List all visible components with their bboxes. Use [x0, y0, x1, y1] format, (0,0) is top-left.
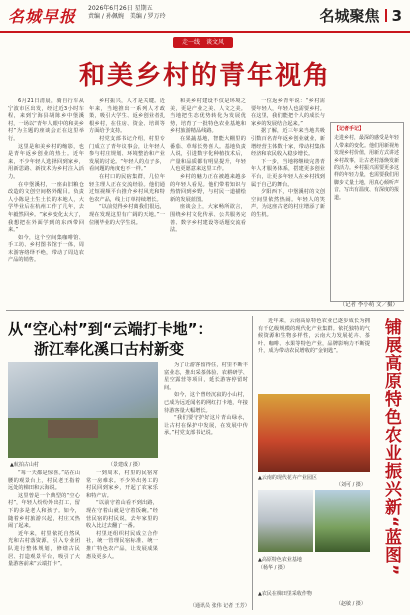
article2-column-2 — [86, 470, 158, 610]
article2-headline-line2: 浙江奉化溪口古村新变 — [34, 340, 185, 358]
horizontal-divider — [6, 310, 404, 311]
article1-column-1 — [8, 98, 84, 308]
terrace-photo — [315, 490, 370, 552]
reporter-note-box — [330, 122, 404, 302]
paragraph: 村里还组织村民成立合作社，统一管理民宿标准、统一推广特色农产品，让发展成果惠及更多人。 — [86, 530, 158, 560]
article3-vertical-headline: 铺展高原特色农业振兴新“蓝图” — [381, 318, 401, 577]
reporter-note-text: 走进乡村，最深的感受是年轻人带来的变化。他们用新视角发现乡村价值，用新方式讲述乡村故事，让古老村落焕发新的活力。乡村振兴需要更多这样的年轻力量，也需要我们用脚步丈量土地，用真心倾听声音，写出有温度、有深度的报道。 — [334, 135, 400, 201]
article2-headline-line1: 从“空心村”到“云端打卡地”： — [8, 320, 213, 338]
reporter-note-title: 【记者手记】 — [334, 126, 365, 132]
village-aerial-photo — [8, 362, 158, 458]
paragraph: 一到周末，村里的民宿常常一房难求。不少外出务工的村民回到家乡，开起了农家乐和特产店。 — [86, 470, 158, 499]
issue-editors: 责编 / 孙佩婉 美编 / 罗万玲 — [88, 13, 166, 20]
paragraph: 6月21日清晨，骑自行车从宁波市区出发，经过近3小时车程，来到宁海县胡陈乡中堡溪村，一场以“青年人眼中的和美乡村”为主题的座谈会正在这里举行。 — [8, 98, 84, 142]
paragraph: 这里是和美乡村的缩影，也是青年返乡创业的热土。近年来，不少年轻人选择回到家乡，用新思路、新技术为乡村注入活力。 — [8, 143, 84, 180]
paragraph: 乡村振兴，人才是关键。近年来，当地推出一系列人才政策，吸引大学生、返乡创业者扎根乡村，在住房、资金、培训等方面给予支持。 — [89, 98, 165, 135]
paragraph: “我们要守护好这片青山绿水，让古村在保护中发展，在发展中传承。”村党支部书记说。 — [164, 415, 248, 437]
paragraph: 夕阳西下，中堡溪村的文创空间里依然热闹。年轻人的笑声，为这座古老的村庄增添了新的生机。 — [251, 189, 325, 218]
farm-base-photo — [258, 490, 313, 552]
article3-photo2-caption: ▲高原特色农业基地 — [258, 557, 302, 563]
flower-park-photo — [258, 394, 370, 472]
paragraph: 在中堡溪村，一座由旧粮仓改造的文创空间格外醒目。负责人小陈是土生土长的本地人，大学毕业后在杭州工作了几年，去年毅然回乡。“家乡变化太大了，我想把在外面学到的东西带回来。” — [8, 181, 84, 234]
article2-photo-caption: ▲航拍古山村 — [10, 462, 39, 468]
paragraph: “以前守着山看不到出路，现在守着山就是守着饭碗。”经营民宿的村民说，去年家里的收入比过去翻了一番。 — [86, 500, 158, 530]
newspaper-logo: 名城早报 — [8, 7, 77, 26]
page-number: 3 — [391, 7, 402, 25]
main-headline: 和美乡村的青年视角 — [78, 61, 331, 91]
paragraph: 近年来，村里依托自然风光和古村落资源，引入专业团队进行整体规划，修缮古民居、打造观景平台，吸引了大量游客前来“云端打卡”。 — [8, 530, 80, 568]
paragraph: 在果蔬基地，智能大棚里的番茄、草莓长势喜人。基地负责人说，引进数字化种植技术后，产量和品质都有明显提升，年轻人也更愿意来这里工作。 — [170, 135, 246, 173]
page-header — [0, 0, 410, 33]
paragraph: 座谈会上，大家畅所欲言，围绕乡村文化传承、公共服务完善、数字乡村建设等话题交流看法。 — [170, 204, 246, 234]
paragraph: 乡村的魅力正在被越来越多的年轻人看见。他们带着知识与热情回到乡野，与村民一道描绘新的发展蓝图。 — [170, 173, 246, 203]
article3-photo3-caption: ▲农民在梯田里采收作物 — [258, 591, 312, 597]
article3-photo3-credit: （赵敏 / 摄） — [336, 601, 366, 607]
article2-column-1 — [8, 470, 80, 610]
article1-byline: （记者 李小萌 文／摄） — [339, 302, 398, 308]
paragraph: 为了让游客留得住，村里不断丰富业态，推出采茶体验、农耕研学、星空露营等项目，延长游客停留时间。 — [164, 362, 248, 391]
section-divider — [385, 9, 387, 22]
section-name: 名城聚焦 — [319, 7, 380, 25]
article1-column-2 — [89, 98, 165, 308]
article2-byline: （通讯员 张伟 记者 王芳） — [190, 603, 250, 609]
article2-photo-credit: （景建成 / 摄） — [108, 462, 143, 468]
paragraph: 下一步，当地将继续完善青年人才服务体系，搭建更多创业平台，让更多年轻人在乡村找到属于自己的舞台。 — [251, 158, 325, 188]
paragraph: “以前觉得乡村离我们很远，现在发现这里有广阔的天地。”一位刚毕业的大学生说。 — [89, 204, 165, 226]
topic-label: 走一线 谈文风 — [173, 37, 233, 48]
article1-column-3 — [170, 98, 246, 308]
paragraph: 如今，这个空间集咖啡馆、手工坊、乡村图书馆于一体，周末游客络绎不绝，带动了周边农产品的销售。 — [8, 234, 84, 264]
issue-date: 2026年6月26日 星期五 — [88, 5, 153, 12]
paragraph: 村党支部书记介绍，村里专门成立了青年议事会，让年轻人参与村庄规划、环境整治和产业发展的讨论。“年轻人的点子多，看问题的角度也不一样。” — [89, 135, 165, 173]
article3-intro — [258, 318, 370, 388]
paragraph: “每一天都是惊喜。”站在山腰的观景台上，村民老王指着远处的梯田和云海说。 — [8, 470, 80, 492]
photo-houses — [48, 420, 98, 438]
paragraph: 据了解，近三年来当地共吸引数百名青年返乡创业就业，新增经营主体数十家，带动村集体经济和农民收入稳步增长。 — [251, 128, 325, 158]
paragraph: 在村口的民宿集群，几位年轻主理人正在交流经验。他们通过短视频平台推介乡村风光和特色农产品，线上订单持续增长。 — [89, 173, 165, 203]
article2-column-3 — [164, 362, 248, 602]
article3-photo1-credit: （刘可 / 摄） — [336, 482, 366, 488]
issue-meta — [88, 5, 166, 21]
article3-photo1-caption: ▲云南的现代花卉产业园区 — [258, 475, 317, 481]
paragraph: 近年来，云南高原特色农业已逐步成长为拥有千亿级规模的现代化产业集群。依托独特的气候资源和生物多样性，云南大力发展花卉、茶叶、咖啡、水果等特色产业，品牌影响力不断提升，成为带动农民增收的“金钥匙”。 — [258, 318, 370, 355]
vertical-divider — [252, 316, 253, 610]
section-title — [320, 5, 402, 26]
paragraph: 和美乡村建设不仅是环境之美，更是产业之美、人文之美。当地把生态优势转化为发展优势，培育了一批特色农业基地和乡村旅游精品线路。 — [170, 98, 246, 135]
paragraph: 这里曾是一个典型的“空心村”，年轻人纷纷外出打工，留下的多是老人和孩子。如今，随着乡村旅游兴起，村庄又热闹了起来。 — [8, 492, 80, 530]
article3-photo2-credit: （杨华 / 摄） — [258, 565, 288, 571]
paragraph: 一位返乡青年说：“乡村需要年轻人，年轻人也需要乡村。在这里，我们能把个人的成长与家乡的发展结合起来。” — [251, 98, 325, 127]
paragraph: 如今，这个曾经沉寂的小山村，已成为远近闻名的网红打卡地，年接待游客量大幅增长。 — [164, 392, 248, 414]
article1-column-4 — [251, 98, 325, 308]
